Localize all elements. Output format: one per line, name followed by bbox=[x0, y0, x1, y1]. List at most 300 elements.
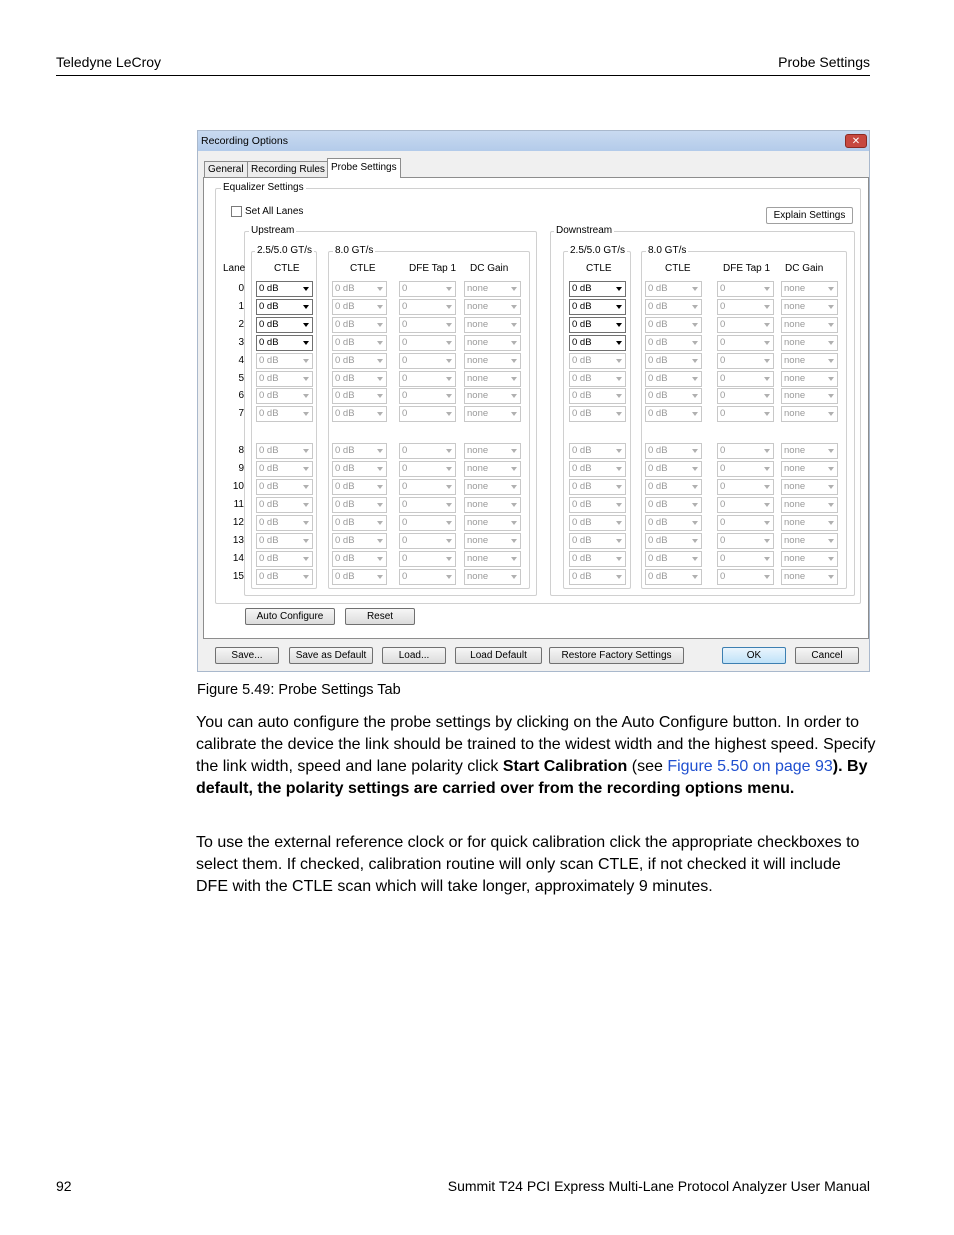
dropdown-arrow-icon bbox=[828, 323, 834, 327]
up-dcgain-select bbox=[464, 515, 521, 531]
select-value: 0 bbox=[720, 408, 726, 420]
select-value: none bbox=[467, 463, 489, 475]
dropdown-arrow-icon bbox=[303, 377, 309, 381]
up-dcgain-select bbox=[464, 299, 521, 315]
select-value: 0 dB bbox=[648, 552, 668, 564]
up-dcgain-select bbox=[464, 533, 521, 549]
select-value: 0 bbox=[402, 372, 408, 384]
close-button[interactable]: ✕ bbox=[845, 134, 867, 148]
set-all-lanes-checkbox[interactable] bbox=[231, 206, 242, 217]
select-value: 0 dB bbox=[259, 463, 279, 475]
down-dcgain-select bbox=[781, 443, 838, 459]
down-ctle-high-select bbox=[645, 551, 702, 567]
dropdown-arrow-icon bbox=[446, 521, 452, 525]
down-dfe-select bbox=[717, 335, 774, 351]
select-value: 0 dB bbox=[648, 283, 668, 294]
down-dfe-select bbox=[717, 353, 774, 369]
select-value: 0 dB bbox=[648, 463, 668, 475]
dropdown-arrow-icon bbox=[446, 449, 452, 453]
dropdown-arrow-icon bbox=[828, 377, 834, 381]
lane-label: 8 bbox=[238, 445, 244, 457]
save-as-default-button[interactable]: Save as Default bbox=[289, 647, 373, 664]
down-ctle-low-select[interactable] bbox=[569, 317, 626, 333]
select-value: none bbox=[784, 336, 806, 348]
up-dfe-select bbox=[399, 551, 456, 567]
lane-label: 0 bbox=[238, 283, 244, 294]
dropdown-arrow-icon bbox=[764, 305, 770, 309]
select-value: 0 bbox=[720, 534, 726, 546]
up-ctle-high-select bbox=[332, 335, 387, 351]
select-value: 0 bbox=[720, 516, 726, 528]
dropdown-arrow-icon bbox=[377, 575, 383, 579]
dropdown-arrow-icon bbox=[692, 557, 698, 561]
up-dfe-select bbox=[399, 515, 456, 531]
set-all-lanes-label: Set All Lanes bbox=[245, 206, 304, 217]
down-ctle-high-select bbox=[645, 299, 702, 315]
dropdown-arrow-icon bbox=[616, 341, 622, 345]
dropdown-arrow-icon bbox=[764, 323, 770, 327]
select-value: 0 bbox=[720, 283, 726, 294]
footer-page-number: 92 bbox=[56, 1178, 72, 1194]
select-value: 0 bbox=[402, 498, 408, 510]
up-ctle-low-select bbox=[256, 479, 313, 495]
dropdown-arrow-icon bbox=[616, 485, 622, 489]
dropdown-arrow-icon bbox=[764, 359, 770, 363]
select-value: 0 dB bbox=[335, 552, 355, 564]
select-value: 0 dB bbox=[572, 300, 592, 312]
dropdown-arrow-icon bbox=[377, 341, 383, 345]
dropdown-arrow-icon bbox=[764, 539, 770, 543]
probe-settings-panel bbox=[203, 177, 869, 639]
down-dcgain-select bbox=[781, 406, 838, 422]
down-ctle-high-select bbox=[645, 281, 702, 297]
dropdown-arrow-icon bbox=[511, 485, 517, 489]
down-dfe-select bbox=[717, 281, 774, 297]
up-ctle-low-select[interactable] bbox=[256, 299, 313, 315]
down-dfe-select bbox=[717, 461, 774, 477]
dropdown-arrow-icon bbox=[303, 539, 309, 543]
select-value: 0 dB bbox=[648, 354, 668, 366]
dropdown-arrow-icon bbox=[303, 305, 309, 309]
up-dcgain-select bbox=[464, 443, 521, 459]
select-value: 0 dB bbox=[572, 283, 592, 294]
dropdown-arrow-icon bbox=[828, 394, 834, 398]
tab-recording-rules[interactable]: Recording Rules bbox=[247, 161, 329, 177]
lane-label: 3 bbox=[238, 336, 244, 348]
up-dcgain-select bbox=[464, 406, 521, 422]
up-ctle-low-select[interactable] bbox=[256, 317, 313, 333]
select-value: 0 dB bbox=[572, 552, 592, 564]
up-ctle-high-select bbox=[332, 461, 387, 477]
select-value: 0 dB bbox=[335, 463, 355, 475]
dropdown-arrow-icon bbox=[303, 557, 309, 561]
select-value: none bbox=[784, 463, 806, 475]
up-dfe-select bbox=[399, 299, 456, 315]
dropdown-arrow-icon bbox=[446, 359, 452, 363]
select-value: 0 dB bbox=[572, 408, 592, 420]
select-value: 0 dB bbox=[335, 570, 355, 582]
down-ctle-high-select bbox=[645, 533, 702, 549]
header-left: Teledyne LeCroy bbox=[56, 54, 162, 70]
down-dfe-select bbox=[717, 479, 774, 495]
up-ctle-low-select[interactable] bbox=[256, 335, 313, 351]
dropdown-arrow-icon bbox=[692, 412, 698, 416]
up-dfe-select bbox=[399, 406, 456, 422]
select-value: 0 dB bbox=[572, 336, 592, 348]
down-ctle-low-select bbox=[569, 515, 626, 531]
up-ctle-low-header: CTLE bbox=[274, 263, 300, 274]
dropdown-arrow-icon bbox=[616, 323, 622, 327]
select-value: none bbox=[784, 552, 806, 564]
dropdown-arrow-icon bbox=[377, 394, 383, 398]
down-dcgain-select bbox=[781, 371, 838, 387]
select-value: 0 dB bbox=[648, 336, 668, 348]
cancel-button[interactable]: Cancel bbox=[795, 647, 859, 664]
down-dcgain-select bbox=[781, 388, 838, 404]
select-value: 0 dB bbox=[335, 445, 355, 457]
dropdown-arrow-icon bbox=[692, 377, 698, 381]
select-value: 0 dB bbox=[259, 372, 279, 384]
dropdown-arrow-icon bbox=[828, 359, 834, 363]
up-dfe-select bbox=[399, 335, 456, 351]
select-value: 0 bbox=[402, 283, 408, 294]
title-bar bbox=[198, 131, 869, 151]
figure-5-50-link[interactable]: Figure 5.50 on page 93 bbox=[667, 758, 833, 775]
up-dcgain-select bbox=[464, 497, 521, 513]
lane-label: 2 bbox=[238, 318, 244, 330]
select-value: 0 dB bbox=[335, 354, 355, 366]
up-dfe-select bbox=[399, 281, 456, 297]
dropdown-arrow-icon bbox=[828, 305, 834, 309]
dropdown-arrow-icon bbox=[764, 449, 770, 453]
up-dcgain-select bbox=[464, 317, 521, 333]
select-value: 0 dB bbox=[335, 516, 355, 528]
up-ctle-low-select bbox=[256, 353, 313, 369]
dropdown-arrow-icon bbox=[511, 341, 517, 345]
load-button[interactable]: Load... bbox=[382, 647, 446, 664]
lane-label: 10 bbox=[232, 481, 244, 492]
dropdown-arrow-icon bbox=[692, 467, 698, 471]
header-rule bbox=[56, 75, 870, 76]
up-ctle-low-select bbox=[256, 551, 313, 567]
dropdown-arrow-icon bbox=[511, 323, 517, 327]
down-ctle-low-header: CTLE bbox=[586, 263, 612, 274]
dropdown-arrow-icon bbox=[303, 503, 309, 507]
select-value: 0 dB bbox=[335, 534, 355, 546]
select-value: 0 dB bbox=[572, 463, 592, 475]
dropdown-arrow-icon bbox=[828, 449, 834, 453]
dropdown-arrow-icon bbox=[446, 557, 452, 561]
down-ctle-low-select bbox=[569, 479, 626, 495]
down-dcgain-select bbox=[781, 299, 838, 315]
select-value: 0 bbox=[720, 445, 726, 457]
down-dfe-select bbox=[717, 533, 774, 549]
select-value: 0 bbox=[720, 481, 726, 492]
up-dcgain-select bbox=[464, 371, 521, 387]
down-ctle-high-select bbox=[645, 406, 702, 422]
select-value: none bbox=[467, 318, 489, 330]
select-value: none bbox=[467, 354, 489, 366]
up-ctle-low-select bbox=[256, 461, 313, 477]
select-value: none bbox=[784, 372, 806, 384]
select-value: none bbox=[784, 390, 806, 402]
select-value: 0 dB bbox=[259, 354, 279, 366]
up-ctle-low-select bbox=[256, 388, 313, 404]
down-dcgain-select bbox=[781, 479, 838, 495]
up-ctle-high-select bbox=[332, 443, 387, 459]
select-value: 0 dB bbox=[648, 498, 668, 510]
down-dcgain-select bbox=[781, 515, 838, 531]
auto-configure-button[interactable]: Auto Configure bbox=[245, 608, 335, 625]
dropdown-arrow-icon bbox=[828, 287, 834, 291]
up-dcgain-header: DC Gain bbox=[470, 263, 509, 274]
load-default-button[interactable]: Load Default bbox=[455, 647, 542, 664]
select-value: 0 dB bbox=[572, 445, 592, 457]
select-value: 0 bbox=[402, 336, 408, 348]
up-ctle-high-select bbox=[332, 281, 387, 297]
select-value: none bbox=[467, 445, 489, 457]
select-value: 0 bbox=[402, 463, 408, 475]
select-value: none bbox=[784, 570, 806, 582]
select-value: 0 bbox=[720, 372, 726, 384]
up-ctle-high-select bbox=[332, 515, 387, 531]
dropdown-arrow-icon bbox=[303, 323, 309, 327]
dropdown-arrow-icon bbox=[692, 305, 698, 309]
reset-button[interactable]: Reset bbox=[345, 608, 415, 625]
dropdown-arrow-icon bbox=[828, 521, 834, 525]
up-ctle-high-select bbox=[332, 497, 387, 513]
equalizer-settings-label: Equalizer Settings bbox=[223, 182, 304, 193]
dropdown-arrow-icon bbox=[764, 467, 770, 471]
select-value: 0 dB bbox=[335, 390, 355, 402]
down-ctle-low-select bbox=[569, 443, 626, 459]
dropdown-arrow-icon bbox=[692, 485, 698, 489]
select-value: 0 bbox=[402, 552, 408, 564]
ok-button[interactable]: OK bbox=[722, 647, 786, 664]
up-dcgain-select bbox=[464, 353, 521, 369]
select-value: none bbox=[467, 336, 489, 348]
select-value: 0 dB bbox=[648, 570, 668, 582]
select-value: 0 dB bbox=[648, 445, 668, 457]
select-value: 0 dB bbox=[259, 336, 279, 348]
down-ctle-low-select[interactable] bbox=[569, 335, 626, 351]
select-value: 0 dB bbox=[572, 516, 592, 528]
dropdown-arrow-icon bbox=[377, 449, 383, 453]
select-value: 0 dB bbox=[648, 481, 668, 492]
select-value: 0 bbox=[720, 552, 726, 564]
down-ctle-low-select bbox=[569, 497, 626, 513]
select-value: 0 dB bbox=[335, 336, 355, 348]
explain-settings-button[interactable]: Explain Settings bbox=[766, 207, 853, 224]
dropdown-arrow-icon bbox=[446, 539, 452, 543]
lane-label: 5 bbox=[238, 372, 244, 384]
down-ctle-low-select[interactable] bbox=[569, 299, 626, 315]
dropdown-arrow-icon bbox=[446, 377, 452, 381]
down-dfe-select bbox=[717, 497, 774, 513]
down-dcgain-select bbox=[781, 353, 838, 369]
down-dfe-select bbox=[717, 443, 774, 459]
up-dcgain-select bbox=[464, 569, 521, 585]
select-value: 0 dB bbox=[259, 516, 279, 528]
select-value: 0 dB bbox=[648, 372, 668, 384]
select-value: 0 dB bbox=[259, 570, 279, 582]
dropdown-arrow-icon bbox=[764, 557, 770, 561]
dropdown-arrow-icon bbox=[377, 521, 383, 525]
dropdown-arrow-icon bbox=[446, 341, 452, 345]
dropdown-arrow-icon bbox=[511, 449, 517, 453]
down-dcgain-select bbox=[781, 551, 838, 567]
down-dfe-select bbox=[717, 406, 774, 422]
dropdown-arrow-icon bbox=[764, 503, 770, 507]
restore-factory-settings-button[interactable]: Restore Factory Settings bbox=[549, 647, 684, 664]
down-ctle-low-select bbox=[569, 569, 626, 585]
dropdown-arrow-icon bbox=[616, 503, 622, 507]
select-value: 0 bbox=[402, 516, 408, 528]
down-ctle-high-select bbox=[645, 371, 702, 387]
lane-label: 14 bbox=[232, 552, 244, 564]
down-ctle-high-select bbox=[645, 443, 702, 459]
down-dfe-select bbox=[717, 388, 774, 404]
select-value: none bbox=[467, 283, 489, 294]
select-value: 0 dB bbox=[648, 390, 668, 402]
dropdown-arrow-icon bbox=[764, 521, 770, 525]
dropdown-arrow-icon bbox=[511, 467, 517, 471]
tab-general[interactable]: General bbox=[204, 161, 248, 177]
select-value: none bbox=[467, 408, 489, 420]
down-dfe-select bbox=[717, 299, 774, 315]
dropdown-arrow-icon bbox=[692, 575, 698, 579]
down-ctle-low-select bbox=[569, 388, 626, 404]
lane-label: 6 bbox=[238, 390, 244, 402]
lane-label: 1 bbox=[238, 300, 244, 312]
dropdown-arrow-icon bbox=[377, 287, 383, 291]
up-ctle-low-select bbox=[256, 533, 313, 549]
down-dfe-select bbox=[717, 371, 774, 387]
up-ctle-low-select bbox=[256, 515, 313, 531]
up-ctle-low-select bbox=[256, 443, 313, 459]
up-dcgain-select bbox=[464, 281, 521, 297]
down-dfe-select bbox=[717, 317, 774, 333]
dropdown-arrow-icon bbox=[303, 467, 309, 471]
down-dcgain-select bbox=[781, 461, 838, 477]
downstream-low-speed-label: 2.5/5.0 GT/s bbox=[570, 245, 626, 256]
dropdown-arrow-icon bbox=[511, 503, 517, 507]
select-value: 0 dB bbox=[259, 534, 279, 546]
lane-label: 13 bbox=[232, 534, 244, 546]
dropdown-arrow-icon bbox=[377, 377, 383, 381]
select-value: 0 dB bbox=[572, 534, 592, 546]
select-value: none bbox=[467, 300, 489, 312]
dropdown-arrow-icon bbox=[511, 539, 517, 543]
paragraph-1-part2: (see bbox=[627, 758, 668, 775]
paragraph-2: To use the external reference clock or for quick calibration click the appropriate checkboxes to select them. If checked, calibration routine will only scan CTLE, if not checked it will include DFE with the CTLE scan which will take longer, approximately 9 minutes. bbox=[196, 834, 860, 895]
up-ctle-high-header: CTLE bbox=[350, 263, 376, 274]
select-value: 0 dB bbox=[335, 283, 355, 294]
dropdown-arrow-icon bbox=[616, 521, 622, 525]
dropdown-arrow-icon bbox=[377, 305, 383, 309]
dropdown-arrow-icon bbox=[446, 503, 452, 507]
save-button[interactable]: Save... bbox=[215, 647, 279, 664]
dropdown-arrow-icon bbox=[303, 485, 309, 489]
dropdown-arrow-icon bbox=[692, 503, 698, 507]
select-value: 0 bbox=[402, 390, 408, 402]
select-value: 0 dB bbox=[648, 408, 668, 420]
select-value: none bbox=[784, 408, 806, 420]
dropdown-arrow-icon bbox=[692, 323, 698, 327]
select-value: 0 dB bbox=[572, 498, 592, 510]
select-value: 0 dB bbox=[259, 390, 279, 402]
dropdown-arrow-icon bbox=[764, 412, 770, 416]
down-ctle-low-select bbox=[569, 461, 626, 477]
select-value: 0 dB bbox=[648, 534, 668, 546]
down-dfe-select bbox=[717, 551, 774, 567]
up-ctle-high-select bbox=[332, 551, 387, 567]
down-ctle-low-select[interactable] bbox=[569, 281, 626, 297]
up-ctle-low-select[interactable] bbox=[256, 281, 313, 297]
dropdown-arrow-icon bbox=[446, 394, 452, 398]
dropdown-arrow-icon bbox=[511, 575, 517, 579]
up-dcgain-select bbox=[464, 388, 521, 404]
select-value: none bbox=[784, 481, 806, 492]
select-value: 0 bbox=[402, 354, 408, 366]
dropdown-arrow-icon bbox=[303, 521, 309, 525]
downstream-high-speed-label: 8.0 GT/s bbox=[648, 245, 687, 256]
dropdown-arrow-icon bbox=[616, 575, 622, 579]
dropdown-arrow-icon bbox=[764, 341, 770, 345]
dropdown-arrow-icon bbox=[303, 287, 309, 291]
dropdown-arrow-icon bbox=[692, 341, 698, 345]
dropdown-arrow-icon bbox=[616, 359, 622, 363]
dropdown-arrow-icon bbox=[377, 412, 383, 416]
down-ctle-low-select bbox=[569, 533, 626, 549]
dropdown-arrow-icon bbox=[616, 449, 622, 453]
dropdown-arrow-icon bbox=[764, 287, 770, 291]
select-value: 0 dB bbox=[259, 283, 279, 294]
dropdown-arrow-icon bbox=[616, 467, 622, 471]
down-dcgain-select bbox=[781, 335, 838, 351]
select-value: 0 bbox=[402, 534, 408, 546]
select-value: none bbox=[467, 481, 489, 492]
up-dfe-select bbox=[399, 371, 456, 387]
up-ctle-high-select bbox=[332, 533, 387, 549]
down-ctle-high-select bbox=[645, 335, 702, 351]
select-value: 0 dB bbox=[648, 300, 668, 312]
select-value: none bbox=[784, 445, 806, 457]
up-dfe-select bbox=[399, 569, 456, 585]
dropdown-arrow-icon bbox=[692, 359, 698, 363]
lane-header: Lane bbox=[223, 263, 246, 274]
up-dfe-select bbox=[399, 388, 456, 404]
down-ctle-high-select bbox=[645, 497, 702, 513]
dropdown-arrow-icon bbox=[828, 485, 834, 489]
recording-options-dialog bbox=[197, 130, 870, 672]
paragraph-1-part1: You can auto configure the probe settings by clicking on the Auto Configure button. In order to calibrate the device the link should be trained to the widest width and the highest speed. Specify the link width, speed and lane polarity click bbox=[196, 714, 876, 775]
dropdown-arrow-icon bbox=[616, 287, 622, 291]
tab-probe-settings[interactable]: Probe Settings bbox=[327, 158, 401, 178]
up-ctle-high-select bbox=[332, 371, 387, 387]
select-value: none bbox=[784, 283, 806, 294]
up-dfe-select bbox=[399, 479, 456, 495]
up-ctle-high-select bbox=[332, 406, 387, 422]
down-dfe-header: DFE Tap 1 bbox=[723, 263, 771, 274]
dropdown-arrow-icon bbox=[377, 467, 383, 471]
dropdown-arrow-icon bbox=[377, 503, 383, 507]
dropdown-arrow-icon bbox=[303, 449, 309, 453]
dropdown-arrow-icon bbox=[377, 323, 383, 327]
down-ctle-high-select bbox=[645, 461, 702, 477]
dropdown-arrow-icon bbox=[616, 557, 622, 561]
dropdown-arrow-icon bbox=[377, 539, 383, 543]
